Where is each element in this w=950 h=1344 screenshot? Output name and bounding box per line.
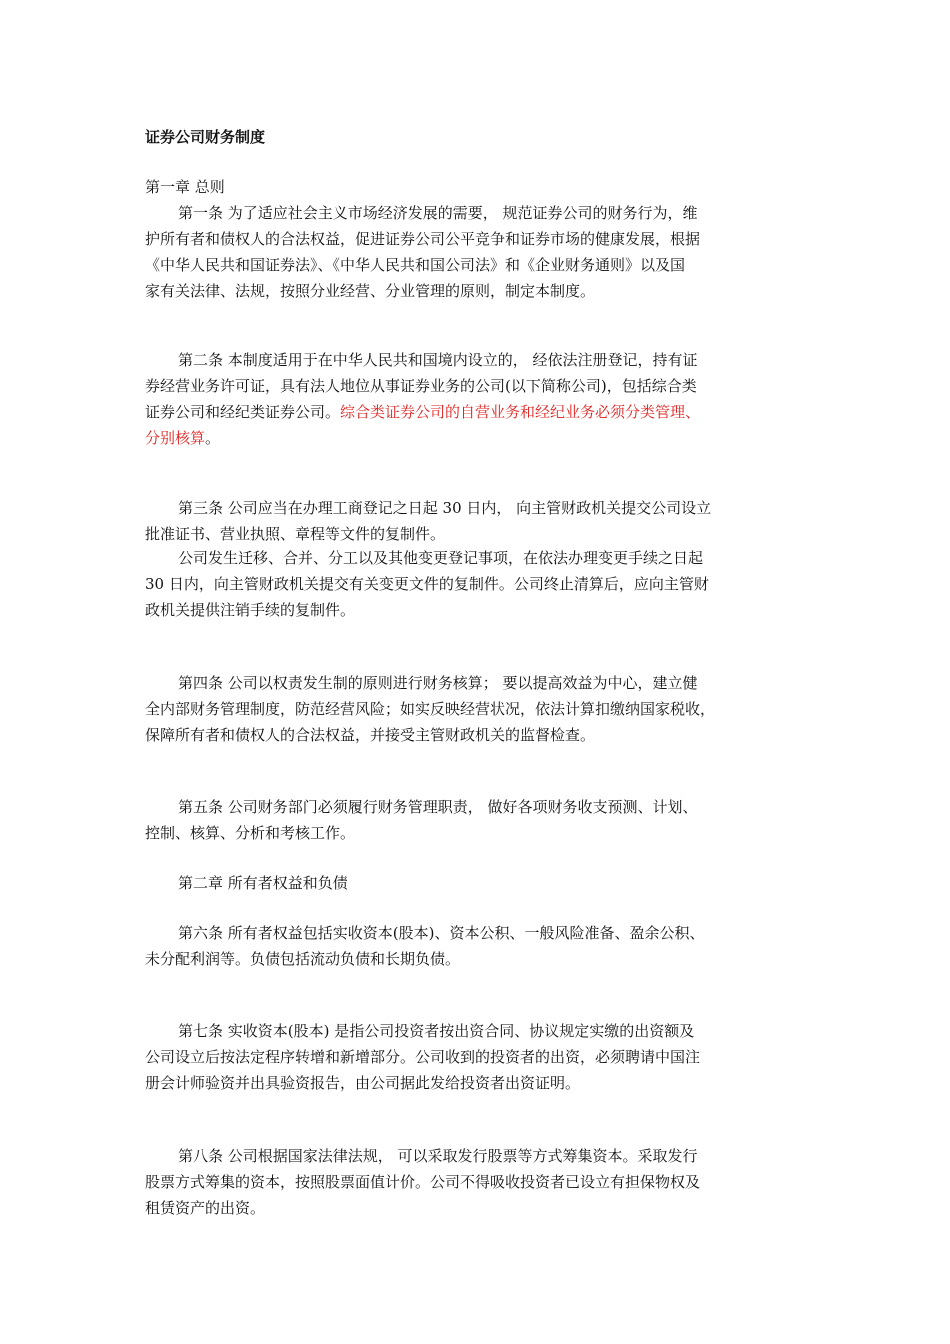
article-2: 第二条 本制度适用于在中华人民共和国境内设立的， 经依法注册登记，持有证 券经营业务许可证，具有法人地位从事证券业务的公司(以下简称公司)，包括综合类 证券公司和经纪类证券公司。综合类证券公司的自营业务和经纪业务必须分类管理、 分别核算。	[145, 351, 701, 447]
highlighted-text: 分别核算	[145, 429, 206, 447]
article-2-text: 证券公司和经纪类证券公司。	[145, 403, 341, 421]
article-8: 第八条 公司根据国家法律法规， 可以采取发行股票等方式筹集资本。采取发行 股票方式筹集的资本，按照股票面值计价。公司不得吸收投资者已设立有担保物权及 租赁资产的出资。	[145, 1147, 701, 1217]
document-title: 证券公司财务制度	[145, 128, 266, 146]
article-3: 第三条 公司应当在办理工商登记之日起 30 日内， 向主管财政机关提交公司设立 批准证书、营业执照、章程等文件的复制件。	[145, 499, 712, 543]
article-3-paragraph-2: 公司发生迁移、合并、分工以及其他变更登记事项，在依法办理变更手续之日起 30 日内，向主管财政机关提交有关变更文件的复制件。公司终止清算后，应向主管财 政机关提供注销手续的复制件。	[145, 549, 709, 619]
article-7: 第七条 实收资本(股本) 是指公司投资者按出资合同、协议规定实缴的出资额及 公司设立后按法定程序转增和新增部分。公司收到的投资者的出资，必须聘请中国注 册会计师验资并出具验资报告，由公司据此发给投资者出资证明。	[145, 1022, 701, 1092]
chapter-2-heading: 第二章 所有者权益和负债	[178, 874, 348, 892]
article-6: 第六条 所有者权益包括实收资本(股本)、资本公积、一般风险准备、盈余公积、 未分配利润等。负债包括流动负债和长期负债。	[145, 924, 705, 968]
chapter-1-heading: 第一章 总则	[145, 178, 225, 196]
article-1: 第一条 为了适应社会主义市场经济发展的需要， 规范证券公司的财务行为，维 护所有者和债权人的合法权益，促进证券公司公平竞争和证券市场的健康发展，根据 《中华人民共和国证券法》、《中华人民共和国公司法》和《企业财务通则》以及国 家有关法律、法规，按照分业经营、分业管理的原则，制定本制度。	[145, 204, 701, 300]
article-4: 第四条 公司以权责发生制的原则进行财务核算； 要以提高效益为中心，建立健 全内部财务管理制度，防范经营风险；如实反映经营状况，依法计算扣缴纳国家税收， 保障所有者和债权人的合法权益，并接受主管财政机关的监督检查。	[145, 674, 716, 744]
article-2-end: 。	[205, 429, 221, 447]
highlighted-text: 综合类证券公司的自营业务和经纪业务必须分类管理、	[340, 403, 701, 421]
article-5: 第五条 公司财务部门必须履行财务管理职责， 做好各项财务收支预测、计划、 控制、核算、分析和考核工作。	[145, 798, 698, 842]
